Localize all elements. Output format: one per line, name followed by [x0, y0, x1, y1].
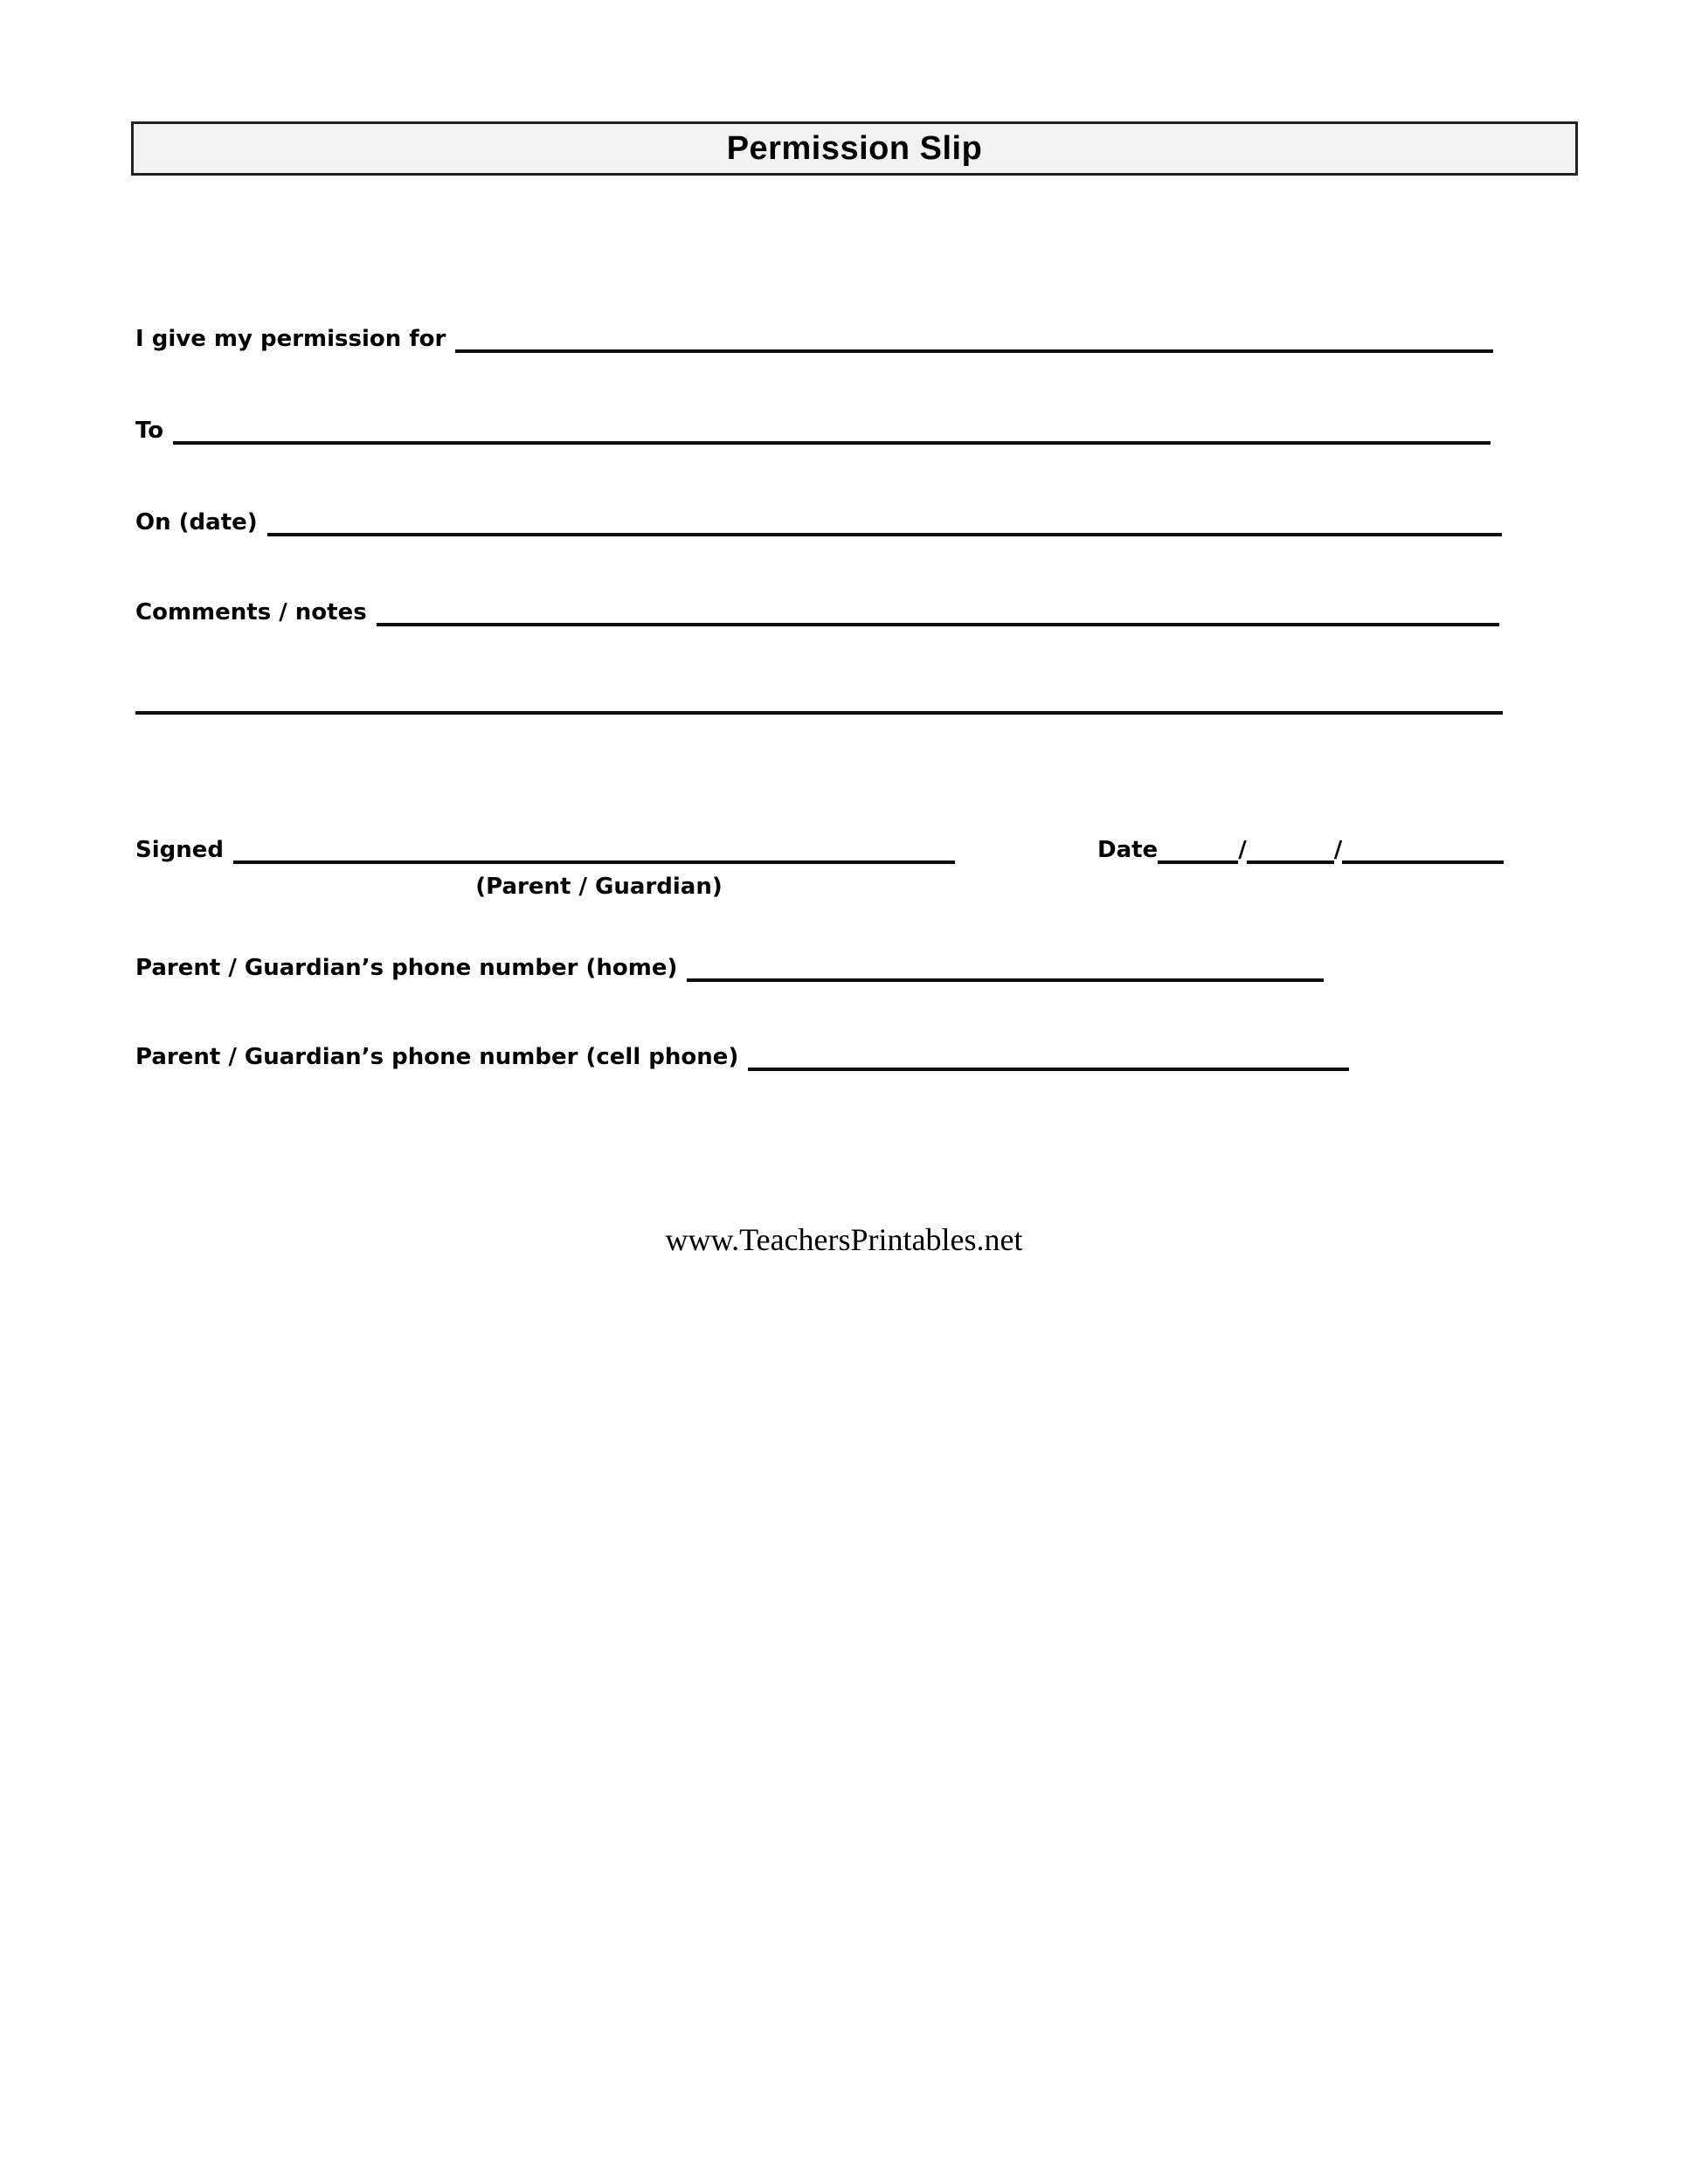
field-to: [135, 413, 1491, 445]
field-comments: [135, 595, 1499, 626]
date-slash-2: /: [1333, 837, 1343, 864]
phone-home-blank-line: [687, 956, 1324, 982]
date-slash-1: /: [1238, 837, 1247, 864]
date-year-blank-line: [1342, 838, 1504, 864]
on-date-label: On (date): [135, 509, 258, 536]
signed-blank-line: [233, 838, 955, 864]
parent-guardian-sublabel: (Parent / Guardian): [475, 874, 723, 900]
phone-cell-blank-line: [748, 1045, 1349, 1071]
date-day-blank-line: [1247, 838, 1334, 864]
comments-blank-line: [377, 600, 1499, 626]
phone-home-label: Parent / Guardian’s phone number (home): [135, 955, 678, 982]
phone-cell-label: Parent / Guardian’s phone number (cell phone): [135, 1044, 739, 1071]
field-phone-home: [135, 950, 1324, 982]
field-signed: [135, 833, 955, 864]
field-date: [1097, 833, 1504, 864]
to-blank-line: [173, 418, 1491, 445]
comments-label: Comments / notes: [135, 599, 367, 626]
date-month-blank-line: [1158, 838, 1238, 864]
permission-for-blank-line: [455, 327, 1493, 353]
date-label: Date: [1097, 837, 1159, 864]
signed-label: Signed: [135, 837, 225, 864]
on-date-blank-line: [267, 510, 1502, 536]
field-phone-cell: [135, 1040, 1349, 1071]
comments-blank-line-2: [135, 688, 1503, 715]
field-permission-for: [135, 321, 1493, 353]
field-comments-continuation: [135, 683, 1503, 715]
title-box: [131, 121, 1578, 176]
to-label: To: [135, 418, 164, 445]
footer-url: www.TeachersPrintables.net: [665, 1222, 1023, 1257]
page-title: Permission Slip: [726, 129, 983, 167]
field-on-date: [135, 505, 1502, 536]
permission-for-label: I give my permission for: [135, 326, 446, 353]
